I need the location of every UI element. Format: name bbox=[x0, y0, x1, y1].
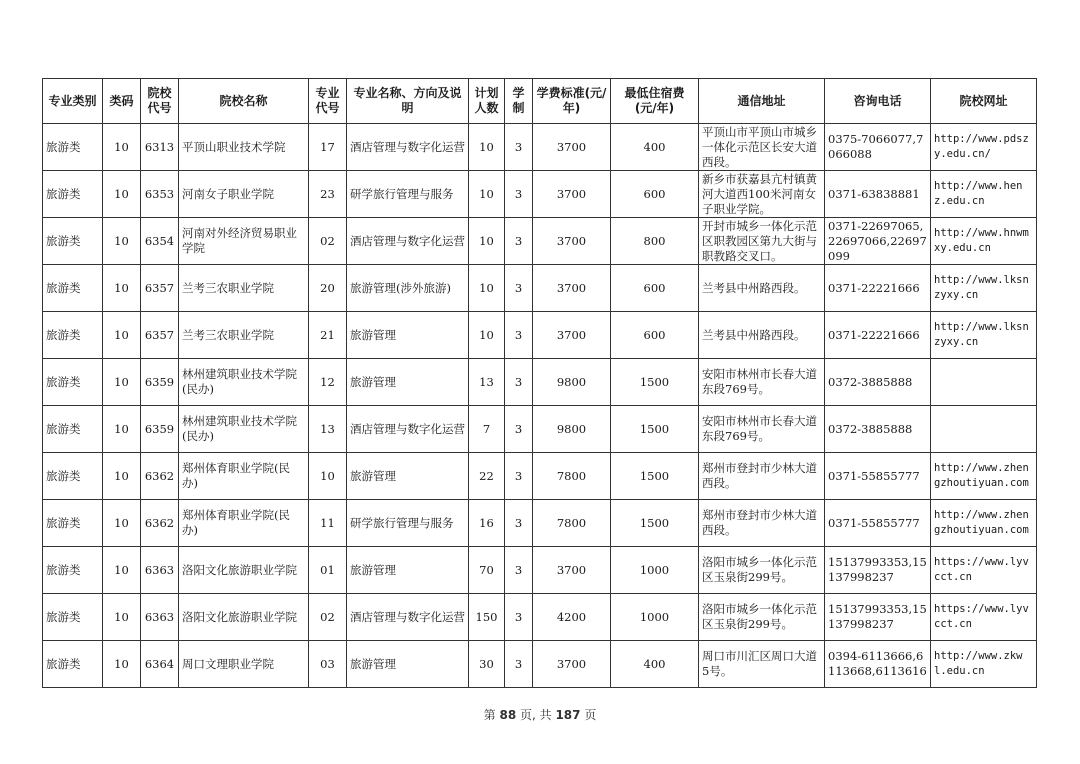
cell-plan-count: 22 bbox=[469, 453, 505, 500]
table-row bbox=[43, 500, 1037, 547]
cell-phone: 0375-7066077,7066088 bbox=[825, 124, 931, 171]
table-body bbox=[43, 124, 1037, 688]
cell-school-code: 6364 bbox=[141, 641, 179, 688]
cell-major-name: 研学旅行管理与服务 bbox=[347, 171, 469, 218]
cell-plan-count: 10 bbox=[469, 124, 505, 171]
cell-school-name: 洛阳文化旅游职业学院 bbox=[179, 594, 309, 641]
cell-plan-count: 16 bbox=[469, 500, 505, 547]
cell-website[interactable]: http://www.pdszy.edu.cn/ bbox=[931, 124, 1037, 171]
cell-school-code: 6313 bbox=[141, 124, 179, 171]
cell-duration: 3 bbox=[505, 594, 533, 641]
cell-phone: 0371-55855777 bbox=[825, 453, 931, 500]
footer-middle: 页, 共 bbox=[516, 708, 556, 722]
total-page-count: 187 bbox=[555, 708, 581, 722]
cell-address: 兰考县中州路西段。 bbox=[699, 265, 825, 312]
cell-dorm-fee: 1000 bbox=[611, 594, 699, 641]
cell-category: 旅游类 bbox=[43, 406, 103, 453]
cell-address: 新乡市获嘉县亢村镇黄河大道西100米河南女子职业学院。 bbox=[699, 171, 825, 218]
cell-major-name: 旅游管理(涉外旅游) bbox=[347, 265, 469, 312]
cell-tuition: 4200 bbox=[533, 594, 611, 641]
cell-major-name: 旅游管理 bbox=[347, 359, 469, 406]
cell-website[interactable]: https://www.lyvcct.cn bbox=[931, 594, 1037, 641]
header-address: 通信地址 bbox=[699, 79, 825, 124]
cell-school-code: 6359 bbox=[141, 359, 179, 406]
cell-major-code: 10 bbox=[309, 453, 347, 500]
header-plan-count: 计划人数 bbox=[469, 79, 505, 124]
cell-address: 兰考县中州路西段。 bbox=[699, 312, 825, 359]
cell-phone: 0371-22221666 bbox=[825, 312, 931, 359]
table-row bbox=[43, 547, 1037, 594]
cell-tuition: 3700 bbox=[533, 218, 611, 265]
table-row bbox=[43, 641, 1037, 688]
admission-table-container bbox=[42, 78, 1036, 688]
cell-school-name: 兰考三农职业学院 bbox=[179, 265, 309, 312]
cell-website[interactable]: https://www.lyvcct.cn bbox=[931, 547, 1037, 594]
cell-school-code: 6357 bbox=[141, 312, 179, 359]
cell-major-name: 酒店管理与数字化运营 bbox=[347, 594, 469, 641]
header-tuition: 学费标准(元/年) bbox=[533, 79, 611, 124]
cell-category: 旅游类 bbox=[43, 453, 103, 500]
header-duration: 学制 bbox=[505, 79, 533, 124]
cell-duration: 3 bbox=[505, 171, 533, 218]
cell-address: 洛阳市城乡一体化示范区玉泉街299号。 bbox=[699, 547, 825, 594]
cell-school-code: 6363 bbox=[141, 547, 179, 594]
cell-website[interactable]: http://www.lksnzyxy.cn bbox=[931, 312, 1037, 359]
cell-major-name: 酒店管理与数字化运营 bbox=[347, 218, 469, 265]
cell-school-name: 平顶山职业技术学院 bbox=[179, 124, 309, 171]
cell-phone: 0372-3885888 bbox=[825, 359, 931, 406]
cell-website[interactable]: http://www.lksnzyxy.cn bbox=[931, 265, 1037, 312]
cell-plan-count: 10 bbox=[469, 218, 505, 265]
cell-category: 旅游类 bbox=[43, 500, 103, 547]
table-row bbox=[43, 359, 1037, 406]
cell-duration: 3 bbox=[505, 500, 533, 547]
cell-duration: 3 bbox=[505, 453, 533, 500]
cell-category: 旅游类 bbox=[43, 265, 103, 312]
cell-duration: 3 bbox=[505, 406, 533, 453]
cell-class-code: 10 bbox=[103, 265, 141, 312]
cell-phone: 0394-6113666,6113668,6113616 bbox=[825, 641, 931, 688]
cell-dorm-fee: 1500 bbox=[611, 453, 699, 500]
cell-class-code: 10 bbox=[103, 547, 141, 594]
cell-dorm-fee: 400 bbox=[611, 641, 699, 688]
cell-tuition: 7800 bbox=[533, 453, 611, 500]
cell-tuition: 3700 bbox=[533, 547, 611, 594]
cell-dorm-fee: 600 bbox=[611, 171, 699, 218]
cell-school-name: 河南对外经济贸易职业学院 bbox=[179, 218, 309, 265]
header-major-name: 专业名称、方向及说明 bbox=[347, 79, 469, 124]
cell-category: 旅游类 bbox=[43, 171, 103, 218]
cell-major-name: 酒店管理与数字化运营 bbox=[347, 406, 469, 453]
cell-duration: 3 bbox=[505, 312, 533, 359]
cell-school-name: 林州建筑职业技术学院(民办) bbox=[179, 406, 309, 453]
cell-class-code: 10 bbox=[103, 359, 141, 406]
cell-tuition: 3700 bbox=[533, 124, 611, 171]
header-phone: 咨询电话 bbox=[825, 79, 931, 124]
cell-plan-count: 10 bbox=[469, 171, 505, 218]
table-row bbox=[43, 218, 1037, 265]
header-class-code: 类码 bbox=[103, 79, 141, 124]
cell-address: 周口市川汇区周口大道5号。 bbox=[699, 641, 825, 688]
cell-website bbox=[931, 406, 1037, 453]
cell-major-code: 03 bbox=[309, 641, 347, 688]
cell-address: 郑州市登封市少林大道西段。 bbox=[699, 453, 825, 500]
table-row bbox=[43, 171, 1037, 218]
header-school-code: 院校代号 bbox=[141, 79, 179, 124]
cell-category: 旅游类 bbox=[43, 124, 103, 171]
cell-class-code: 10 bbox=[103, 312, 141, 359]
table-row bbox=[43, 312, 1037, 359]
footer-prefix: 第 bbox=[483, 708, 500, 722]
cell-tuition: 3700 bbox=[533, 265, 611, 312]
cell-class-code: 10 bbox=[103, 641, 141, 688]
cell-dorm-fee: 1500 bbox=[611, 359, 699, 406]
header-website: 院校网址 bbox=[931, 79, 1037, 124]
cell-major-code: 02 bbox=[309, 218, 347, 265]
table-row bbox=[43, 453, 1037, 500]
cell-school-name: 林州建筑职业技术学院(民办) bbox=[179, 359, 309, 406]
cell-plan-count: 13 bbox=[469, 359, 505, 406]
table-row bbox=[43, 124, 1037, 171]
cell-dorm-fee: 1500 bbox=[611, 406, 699, 453]
page-footer bbox=[0, 706, 1080, 723]
cell-plan-count: 7 bbox=[469, 406, 505, 453]
cell-school-name: 河南女子职业学院 bbox=[179, 171, 309, 218]
cell-duration: 3 bbox=[505, 265, 533, 312]
table-row bbox=[43, 406, 1037, 453]
cell-phone: 0371-22221666 bbox=[825, 265, 931, 312]
cell-dorm-fee: 800 bbox=[611, 218, 699, 265]
cell-school-code: 6354 bbox=[141, 218, 179, 265]
cell-class-code: 10 bbox=[103, 453, 141, 500]
cell-tuition: 3700 bbox=[533, 171, 611, 218]
cell-website[interactable]: http://www.henz.edu.cn bbox=[931, 171, 1037, 218]
table-row bbox=[43, 594, 1037, 641]
admission-plan-table bbox=[42, 78, 1037, 688]
cell-duration: 3 bbox=[505, 218, 533, 265]
cell-website bbox=[931, 359, 1037, 406]
cell-phone: 0372-3885888 bbox=[825, 406, 931, 453]
cell-school-code: 6362 bbox=[141, 453, 179, 500]
cell-website[interactable]: http://www.zkwl.edu.cn bbox=[931, 641, 1037, 688]
current-page-number: 88 bbox=[499, 708, 517, 722]
cell-major-name: 旅游管理 bbox=[347, 641, 469, 688]
cell-major-name: 旅游管理 bbox=[347, 453, 469, 500]
cell-dorm-fee: 600 bbox=[611, 265, 699, 312]
cell-plan-count: 150 bbox=[469, 594, 505, 641]
cell-plan-count: 10 bbox=[469, 312, 505, 359]
cell-class-code: 10 bbox=[103, 218, 141, 265]
cell-website[interactable]: http://www.hnwmxy.edu.cn bbox=[931, 218, 1037, 265]
cell-class-code: 10 bbox=[103, 406, 141, 453]
cell-address: 安阳市林州市长春大道东段769号。 bbox=[699, 406, 825, 453]
cell-tuition: 3700 bbox=[533, 312, 611, 359]
cell-major-code: 02 bbox=[309, 594, 347, 641]
header-major-code: 专业代号 bbox=[309, 79, 347, 124]
cell-dorm-fee: 600 bbox=[611, 312, 699, 359]
cell-website[interactable]: http://www.zhengzhoutiyuan.com bbox=[931, 500, 1037, 547]
cell-phone: 0371-22697065,22697066,22697099 bbox=[825, 218, 931, 265]
cell-phone: 0371-63838881 bbox=[825, 171, 931, 218]
cell-major-name: 研学旅行管理与服务 bbox=[347, 500, 469, 547]
cell-address: 洛阳市城乡一体化示范区玉泉街299号。 bbox=[699, 594, 825, 641]
cell-class-code: 10 bbox=[103, 124, 141, 171]
cell-school-name: 周口文理职业学院 bbox=[179, 641, 309, 688]
cell-plan-count: 10 bbox=[469, 265, 505, 312]
table-header-row bbox=[43, 79, 1037, 124]
table-row bbox=[43, 265, 1037, 312]
cell-school-code: 6359 bbox=[141, 406, 179, 453]
footer-suffix: 页 bbox=[580, 708, 597, 722]
cell-school-name: 郑州体育职业学院(民办) bbox=[179, 500, 309, 547]
cell-dorm-fee: 1000 bbox=[611, 547, 699, 594]
cell-duration: 3 bbox=[505, 547, 533, 594]
cell-major-name: 旅游管理 bbox=[347, 312, 469, 359]
cell-duration: 3 bbox=[505, 359, 533, 406]
cell-tuition: 3700 bbox=[533, 641, 611, 688]
cell-website[interactable]: http://www.zhengzhoutiyuan.com bbox=[931, 453, 1037, 500]
cell-tuition: 7800 bbox=[533, 500, 611, 547]
header-dorm-fee: 最低住宿费(元/年) bbox=[611, 79, 699, 124]
cell-category: 旅游类 bbox=[43, 547, 103, 594]
cell-class-code: 10 bbox=[103, 500, 141, 547]
cell-school-code: 6362 bbox=[141, 500, 179, 547]
cell-category: 旅游类 bbox=[43, 312, 103, 359]
cell-major-code: 21 bbox=[309, 312, 347, 359]
cell-address: 郑州市登封市少林大道西段。 bbox=[699, 500, 825, 547]
cell-duration: 3 bbox=[505, 124, 533, 171]
cell-major-code: 01 bbox=[309, 547, 347, 594]
cell-address: 安阳市林州市长春大道东段769号。 bbox=[699, 359, 825, 406]
cell-school-code: 6363 bbox=[141, 594, 179, 641]
cell-major-name: 旅游管理 bbox=[347, 547, 469, 594]
cell-category: 旅游类 bbox=[43, 594, 103, 641]
cell-plan-count: 30 bbox=[469, 641, 505, 688]
cell-category: 旅游类 bbox=[43, 218, 103, 265]
cell-major-code: 13 bbox=[309, 406, 347, 453]
cell-dorm-fee: 1500 bbox=[611, 500, 699, 547]
cell-phone: 0371-55855777 bbox=[825, 500, 931, 547]
cell-major-code: 12 bbox=[309, 359, 347, 406]
cell-phone: 15137993353,15137998237 bbox=[825, 547, 931, 594]
cell-school-code: 6353 bbox=[141, 171, 179, 218]
cell-major-code: 20 bbox=[309, 265, 347, 312]
cell-school-name: 郑州体育职业学院(民办) bbox=[179, 453, 309, 500]
header-category: 专业类别 bbox=[43, 79, 103, 124]
cell-category: 旅游类 bbox=[43, 641, 103, 688]
cell-dorm-fee: 400 bbox=[611, 124, 699, 171]
cell-school-name: 洛阳文化旅游职业学院 bbox=[179, 547, 309, 594]
cell-major-name: 酒店管理与数字化运营 bbox=[347, 124, 469, 171]
cell-class-code: 10 bbox=[103, 171, 141, 218]
cell-major-code: 23 bbox=[309, 171, 347, 218]
cell-duration: 3 bbox=[505, 641, 533, 688]
cell-plan-count: 70 bbox=[469, 547, 505, 594]
cell-phone: 15137993353,15137998237 bbox=[825, 594, 931, 641]
header-school-name: 院校名称 bbox=[179, 79, 309, 124]
cell-school-code: 6357 bbox=[141, 265, 179, 312]
cell-major-code: 17 bbox=[309, 124, 347, 171]
cell-major-code: 11 bbox=[309, 500, 347, 547]
cell-tuition: 9800 bbox=[533, 406, 611, 453]
cell-class-code: 10 bbox=[103, 594, 141, 641]
cell-school-name: 兰考三农职业学院 bbox=[179, 312, 309, 359]
cell-address: 平顶山市平顶山市城乡一体化示范区长安大道西段。 bbox=[699, 124, 825, 171]
cell-address: 开封市城乡一体化示范区职教园区第九大街与职教路交叉口。 bbox=[699, 218, 825, 265]
cell-category: 旅游类 bbox=[43, 359, 103, 406]
cell-tuition: 9800 bbox=[533, 359, 611, 406]
